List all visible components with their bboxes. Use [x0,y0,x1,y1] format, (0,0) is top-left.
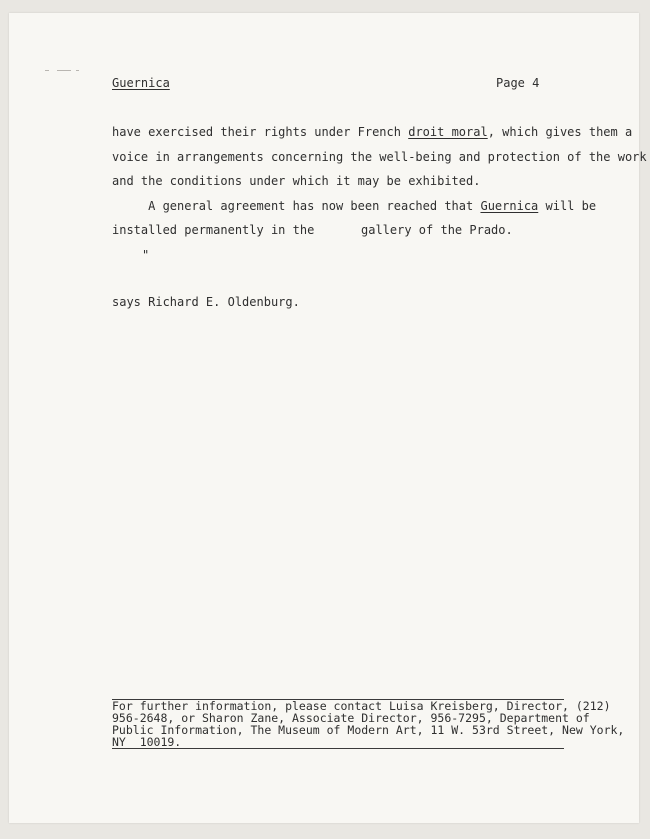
page-number: Page 4 [496,76,540,90]
header-title: Guernica [112,76,170,90]
contact-footer [112,699,625,749]
body-line-2: voice in arrangements concerning the well-being and protection of the work [112,150,647,164]
body-line-1-start: have exercised their rights under French [112,125,409,139]
document-page [9,13,647,823]
footer-line-2: 956-2648, or Sharon Zane, Associate Director, 956-7295, Department of [112,711,590,725]
body-line-4-start: A general agreement has now been reached that [112,199,481,213]
body-line-1 [112,125,632,139]
body-line-5-end: gallery of the Prado. [361,223,513,237]
body-line-4-end: will be [538,199,597,213]
paper-mark [45,70,81,72]
footer-line-3: Public Information, The Museum of Modern Art, 11 W. 53rd Street, New York, [112,723,625,737]
body-line-1-end: , which gives them a [487,125,633,139]
attribution-line: says Richard E. Oldenburg. [112,295,300,309]
droit-moral-term: droit moral [408,125,488,139]
body-line-3: and the conditions under which it may be exhibited. [112,174,481,188]
guernica-term: Guernica [480,199,539,213]
footer-line-1: For further information, please contact Luisa Kreisberg, Director, (212) [112,699,611,713]
quote-mark: " [142,248,150,262]
footer-line-4: NY 10019. [112,735,182,749]
body-line-5-start: installed permanently in the [112,223,315,237]
body-line-4 [112,199,596,213]
